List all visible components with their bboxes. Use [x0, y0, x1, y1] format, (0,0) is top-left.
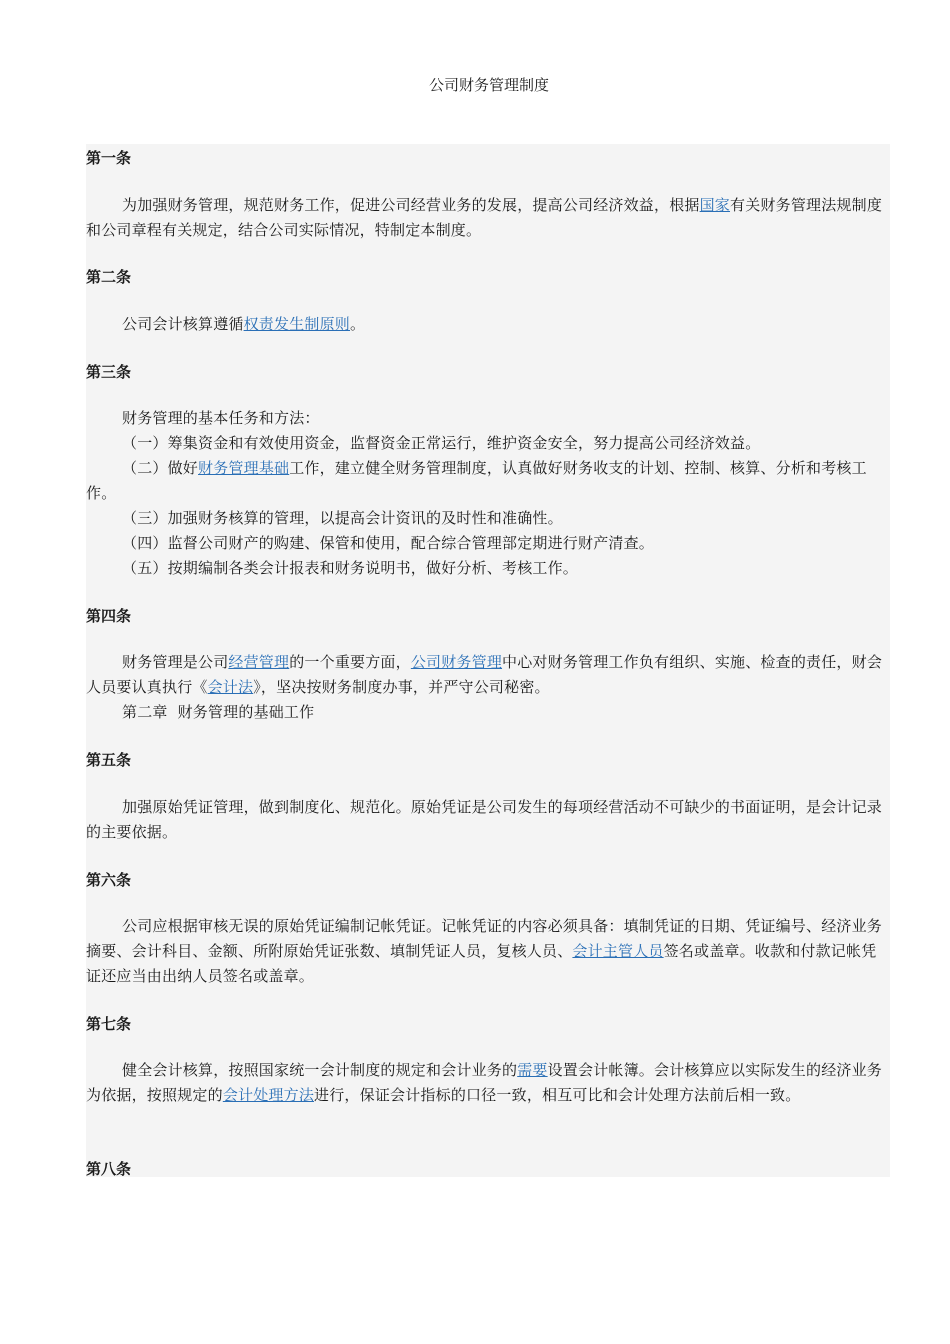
article-body-1	[86, 193, 890, 243]
paragraph	[86, 312, 890, 337]
paragraph	[86, 193, 890, 243]
list-item: （四）监督公司财产的购建、保管和使用，配合综合管理部定期进行财产清查。	[122, 534, 655, 552]
link-accrual-principle[interactable]: 权责发生制原则	[243, 315, 351, 333]
link-finance-basics[interactable]: 财务管理基础	[198, 459, 290, 477]
link-need[interactable]: 需要	[517, 1061, 548, 1079]
article-body-7	[86, 1058, 890, 1108]
text: 进行，保证会计指标的口径一致，相互可比和会计处理方法前后相一致。	[314, 1086, 801, 1104]
article-heading-7: 第七条	[86, 1015, 132, 1033]
article-body-3	[86, 406, 890, 581]
text: 。	[350, 315, 366, 333]
document-title: 公司财务管理制度	[428, 76, 549, 94]
link-business-management[interactable]: 经营管理	[228, 653, 290, 671]
link-accounting-method[interactable]: 会计处理方法	[222, 1086, 315, 1104]
list-item	[86, 456, 890, 506]
text: 签名或盖章。收款和付款记帐凭证还应当由出纳人员签名或盖章。	[86, 942, 877, 985]
list-item: （一）筹集资金和有效使用资金，监督资金正常运行，维护资金安全，努力提高公司经济效益。	[122, 434, 761, 452]
paragraph: 加强原始凭证管理，做到制度化、规范化。原始凭证是公司发生的每项经营活动不可缺少的书面证明，是会计记录的主要依据。	[86, 798, 883, 841]
link-company-finance[interactable]: 公司财务管理	[410, 653, 503, 671]
text: 健全会计核算，按照国家统一会计制度的规定和会计业务的	[122, 1061, 518, 1079]
text: 公司应根据审核无误的原始凭证编制记帐凭证。记帐凭证的内容必须具备：填制凭证的日期、凭证编号、经济业务摘要、会计科目、金额、所附原始凭证张数、填制凭证人员，复核人员、	[86, 917, 883, 960]
article-heading-4: 第四条	[86, 607, 132, 625]
text: 工作，建立健全财务管理制度，认真做好财务收支的计划、控制、核算、分析和考核工作。	[86, 459, 867, 502]
text: （二）做好	[122, 459, 199, 477]
text: 公司会计核算遵循	[122, 315, 244, 333]
article-body-2	[86, 312, 890, 337]
article-body-4	[86, 650, 890, 725]
link-chief-accountant[interactable]: 会计主管人员	[572, 942, 664, 960]
list-item: （三）加强财务核算的管理，以提高会计资讯的及时性和准确性。	[122, 509, 563, 527]
text: 的一个重要方面，	[289, 653, 411, 671]
article-heading-8: 第八条	[86, 1160, 132, 1178]
text: 》，坚决按财务制度办事，并严守公司秘密。	[253, 678, 550, 696]
paragraph	[86, 650, 890, 700]
text: 设置会计帐簿。会计核算应以实际发生的经济业务为依据，按照规定的	[86, 1061, 883, 1104]
paragraph	[86, 1058, 890, 1108]
article-body-5	[86, 795, 890, 845]
article-heading-3: 第三条	[86, 363, 132, 381]
paragraph: 财务管理的基本任务和方法：	[122, 409, 320, 427]
article-heading-2: 第二条	[86, 268, 132, 286]
text: 为加强财务管理，规范财务工作，促进公司经营业务的发展，提高公司经济效益，根据	[122, 196, 700, 214]
link-country[interactable]: 国家	[699, 196, 731, 214]
list-item: （五）按期编制各类会计报表和财务说明书，做好分析、考核工作。	[122, 559, 579, 577]
paragraph	[86, 914, 890, 989]
chapter-title: 第二章 财务管理的基础工作	[122, 703, 315, 721]
article-heading-6: 第六条	[86, 871, 132, 889]
link-accounting-law[interactable]: 会计法	[207, 678, 254, 696]
text: 财务管理是公司	[122, 653, 229, 671]
article-heading-5: 第五条	[86, 751, 132, 769]
text: 中心对财务管理工作负有组织、实施、检查的责任，财会人员要认真执行《	[86, 653, 883, 696]
article-heading-1: 第一条	[86, 149, 132, 167]
text: 有关财务管理法规制度和公司章程有关规定，结合公司实际情况，特制定本制度。	[86, 196, 883, 239]
article-body-6	[86, 914, 890, 989]
